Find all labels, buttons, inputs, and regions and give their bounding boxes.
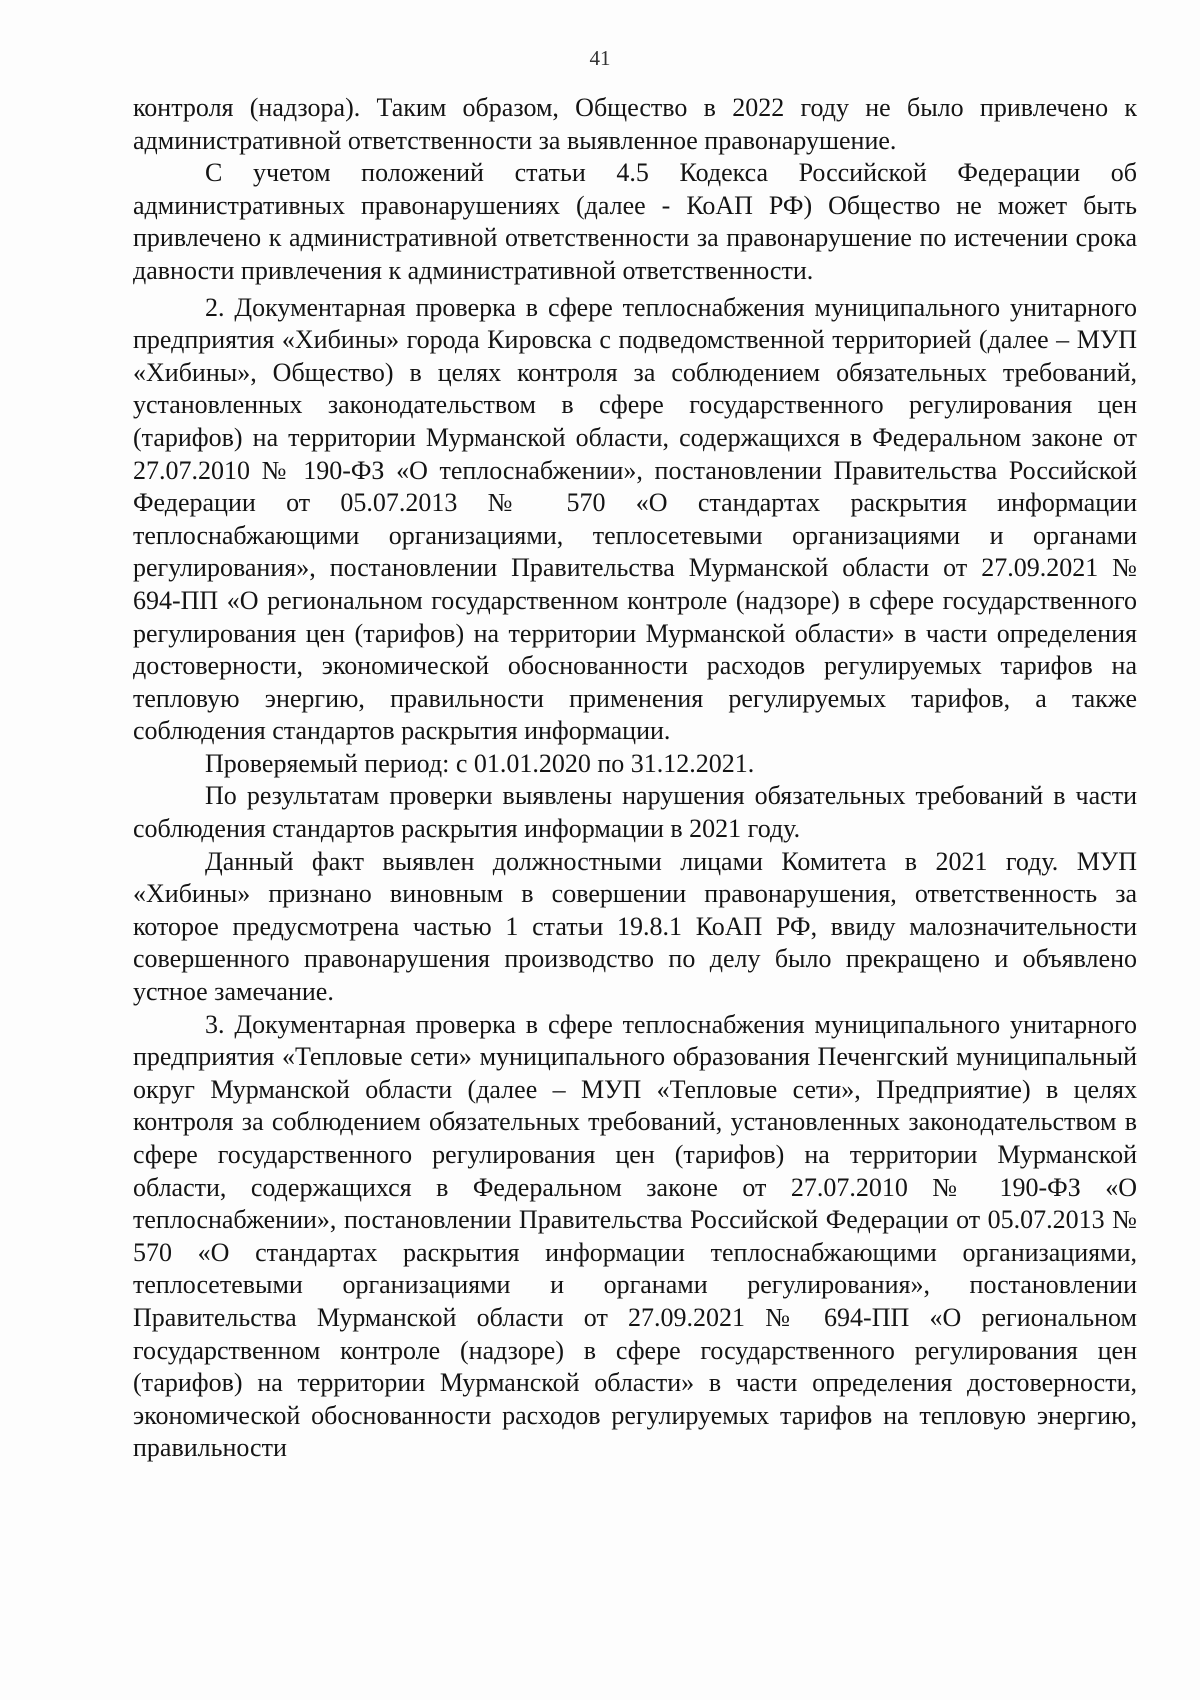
document-body: [133, 92, 1137, 1465]
paragraph-inspection-2: 2. Документарная проверка в сфере теплоснабжения муниципального унитарного предприятия «Хибины» города Кировска с подведомственной территорией (далее – МУП «Хибины», Общество) в целях контроля за соблюдением обязательных требований, установленных законодательством в сфере государственного регулирования цен (тарифов) на территории Мурманской области, содержащихся в Федеральном законе от 27.07.2010 № 190-ФЗ «О теплоснабжении», постановлении Правительства Российской Федерации от 05.07.2013 № 570 «О стандартах раскрытия информации теплоснабжающими организациями, теплосетевыми организациями и органами регулирования», постановлении Правительства Мурманской области от 27.09.2021 № 694-ПП «О региональном государственном контроле (надзоре) в сфере государственного регулирования цен (тарифов) на территории Мурманской области» в части определения достоверности, экономической обоснованности расходов регулируемых тарифов на тепловую энергию, правильности применения регулируемых тарифов, а также соблюдения стандартов раскрытия информации.: [133, 292, 1137, 746]
paragraph-inspection-3: 3. Документарная проверка в сфере теплоснабжения муниципального унитарного предприятия «Тепловые сети» муниципального образования Печенгский муниципальный округ Мурманской области (далее – МУП «Тепловые сети», Предприятие) в целях контроля за соблюдением обязательных требований, установленных законодательством в сфере государственного регулирования цен (тарифов) на территории Мурманской области, содержащихся в Федеральном законе от 27.07.2010 № 190-ФЗ «О теплоснабжении», постановлении Правительства Российской Федерации от 05.07.2013 № 570 «О стандартах раскрытия информации теплоснабжающими организациями, теплосетевыми организациями и органами регулирования», постановлении Правительства Мурманской области от 27.09.2021 № 694-ПП «О региональном государственном контроле (надзоре) в сфере государственного регулирования цен (тарифов) на территории Мурманской области» в части определения достоверности, экономической обоснованности расходов регулируемых тарифов на тепловую энергию, правильности: [133, 1009, 1137, 1463]
paragraph-continuation: контроля (надзора). Таким образом, Общество в 2022 году не было привлечено к административной ответственности за выявленное правонарушение.: [133, 93, 1137, 155]
page-number: 41: [589, 46, 611, 70]
paragraph-koap-statute: С учетом положений статьи 4.5 Кодекса Российской Федерации об административных правонарушениях (далее - КоАП РФ) Общество не может быть привлечено к административной ответственности за правонарушение по истечении срока давности привлечения к административной ответственности.: [133, 158, 1137, 285]
paragraph-violation-outcome: Данный факт выявлен должностными лицами Комитета в 2021 году. МУП «Хибины» признано виновным в совершении правонарушения, ответственность за которое предусмотрена частью 1 статьи 19.8.1 КоАП РФ, ввиду малозначительности совершенного правонарушения производство по делу было прекращено и объявлено устное замечание.: [133, 846, 1137, 1007]
paragraph-inspection-results: По результатам проверки выявлены нарушения обязательных требований в части соблюдения стандартов раскрытия информации в 2021 году.: [133, 781, 1137, 844]
paragraph-inspection-period: Проверяемый период: с 01.01.2020 по 31.12.2021.: [205, 748, 755, 778]
